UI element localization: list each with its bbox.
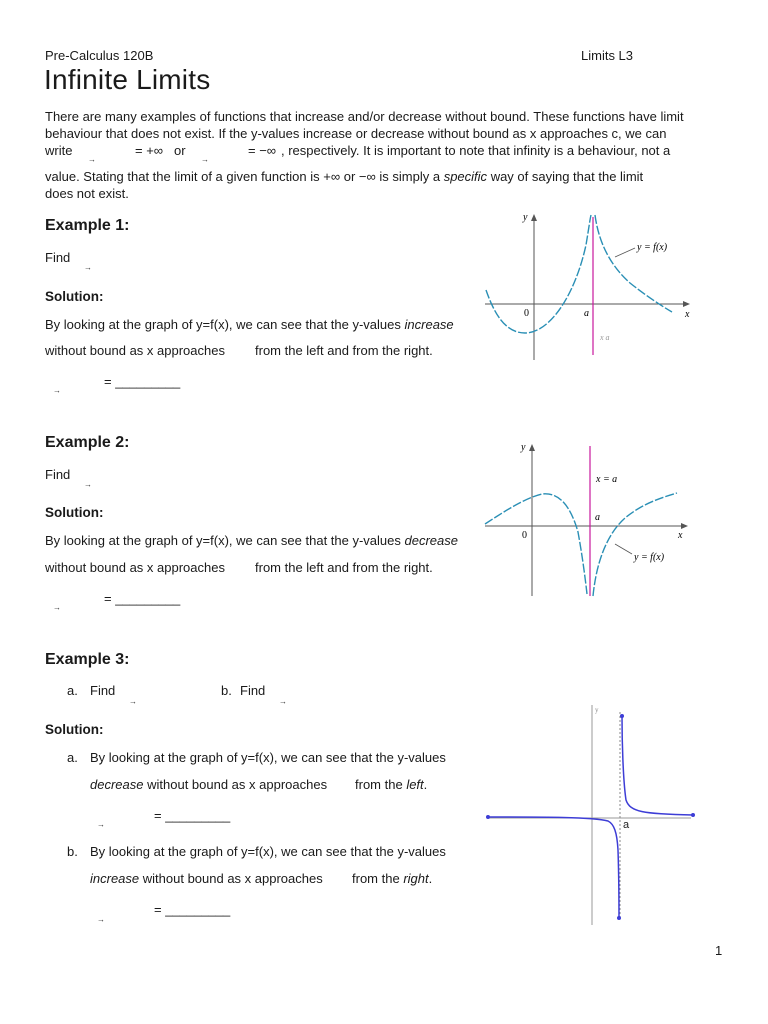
intro-line-3-rest: , respectively. It is important to note that infinity is a behaviour, not a bbox=[281, 143, 671, 158]
graph-3-endpoint-bottom bbox=[617, 916, 621, 920]
intro-line-4-c: way of saying that the limit bbox=[490, 169, 644, 184]
unit-name: Limits L3 bbox=[581, 48, 634, 63]
example-3a-find: Find bbox=[90, 683, 116, 698]
example-2-direction: from the left and from the right. bbox=[255, 560, 433, 575]
intro-line-4-a: value. Stating that the limit of a given function is bbox=[45, 169, 320, 184]
example-3-solution: Solution: bbox=[45, 722, 104, 737]
graph-2-origin-label: 0 bbox=[522, 530, 527, 541]
example-2-solution: Solution: bbox=[45, 505, 104, 520]
example-2-limit-arrow: → bbox=[84, 480, 92, 489]
example-3b-answer-arrow: → bbox=[97, 915, 105, 924]
example-3b-right: right bbox=[403, 871, 429, 886]
graph-1-a-label: a bbox=[584, 308, 589, 319]
intro-write: write bbox=[45, 143, 73, 158]
example-3b-limit-arrow: → bbox=[279, 697, 287, 706]
example-3b-period: . bbox=[428, 871, 433, 886]
example-1-heading: Example 1: bbox=[45, 217, 130, 234]
intro-specific: specific bbox=[443, 169, 488, 184]
graph-2-a-label: a bbox=[595, 512, 600, 523]
graph-1-y-label: y bbox=[523, 212, 528, 223]
example-3a-period: . bbox=[423, 777, 428, 792]
example-3b-sol-line-2 bbox=[90, 871, 323, 886]
example-3a-sol-label: a. bbox=[67, 750, 78, 765]
example-3b-answer-blank: = _________ bbox=[154, 902, 231, 917]
example-2-decrease: decrease bbox=[404, 533, 458, 548]
example-3a-direction bbox=[355, 777, 427, 792]
example-3b-sol-line-1: By looking at the graph of y=f(x), we can see that the y-values bbox=[90, 844, 446, 859]
graph-2-label-pointer bbox=[615, 544, 632, 554]
graph-2-x-label: x bbox=[678, 530, 683, 541]
graph-3-endpoint-left bbox=[486, 815, 490, 819]
graph-2-x-arrow-icon bbox=[681, 523, 688, 529]
page-number: 1 bbox=[715, 943, 723, 958]
graph-1-origin-label: 0 bbox=[524, 308, 529, 319]
example-3a-sol-line-2 bbox=[90, 777, 327, 792]
example-3a-answer-blank: = _________ bbox=[154, 808, 231, 823]
intro-line-1: There are many examples of functions that increase and/or decrease without bound. These functions have limit bbox=[45, 109, 684, 124]
intro-limit-arrow-2: → bbox=[201, 155, 209, 164]
example-2-answer-arrow: → bbox=[53, 603, 61, 612]
example-3a-limit-arrow: → bbox=[129, 697, 137, 706]
example-3b-approaches: without bound as x approaches bbox=[142, 871, 323, 886]
intro-line-5: does not exist. bbox=[45, 186, 129, 201]
example-2-sol-line-1 bbox=[45, 533, 458, 548]
intro-line-4 bbox=[45, 168, 721, 185]
example-2-heading: Example 2: bbox=[45, 434, 130, 451]
graph-3-y-label: y bbox=[595, 706, 599, 714]
example-1-approaches: without bound as x approaches bbox=[45, 343, 225, 358]
graph-1 bbox=[480, 205, 700, 365]
course-name: Pre-Calculus 120B bbox=[45, 48, 154, 63]
example-3a-sol-line-1: By looking at the graph of y=f(x), we can see that the y-values bbox=[90, 750, 446, 765]
graph-2-fx-label: y = f(x) bbox=[634, 552, 665, 563]
graph-1-faint-label: x a bbox=[600, 333, 610, 342]
example-1-answer-blank: = _________ bbox=[104, 374, 181, 389]
graph-1-x-arrow-icon bbox=[683, 301, 690, 307]
example-3a-answer-arrow: → bbox=[97, 820, 105, 829]
graph-3-endpoint-top bbox=[620, 714, 624, 718]
example-1-direction: from the left and from the right. bbox=[255, 343, 433, 358]
graph-1-curve-right bbox=[595, 215, 672, 312]
example-3a-label: a. bbox=[67, 683, 78, 698]
graph-1-x-label: x bbox=[685, 309, 690, 320]
graph-2 bbox=[480, 436, 700, 601]
intro-line-2: behaviour that does not exist. If the y-values increase or decrease without bound as x approaches c, we can bbox=[45, 126, 667, 141]
example-1-solution: Solution: bbox=[45, 289, 104, 304]
graph-2-y-arrow-icon bbox=[529, 444, 535, 451]
graph-2-y-label: y bbox=[521, 442, 526, 453]
example-3a-from-the: from the bbox=[355, 777, 403, 792]
example-3b-from-the: from the bbox=[352, 871, 400, 886]
example-2-sol-text: By looking at the graph of y=f(x), we can see that the y-values bbox=[45, 533, 401, 548]
graph-3-curve-left bbox=[488, 817, 619, 918]
graph-1-fx-label: y = f(x) bbox=[637, 242, 668, 253]
intro-paragraph bbox=[45, 108, 721, 202]
graph-3 bbox=[483, 700, 703, 930]
graph-3-a-label: a bbox=[623, 819, 630, 831]
example-3b-direction bbox=[352, 871, 432, 886]
example-1-increase: increase bbox=[404, 317, 454, 332]
example-3a-decrease: decrease bbox=[90, 777, 144, 792]
graph-2-asymptote-label: x = a bbox=[596, 474, 618, 485]
intro-neg-infinity: = −∞ bbox=[248, 143, 277, 158]
example-2-answer-blank: = _________ bbox=[104, 591, 181, 606]
graph-1-y-arrow-icon bbox=[531, 214, 537, 221]
intro-or: or bbox=[174, 143, 186, 158]
example-3b-sol-label: b. bbox=[67, 844, 78, 859]
example-1-sol-line-1 bbox=[45, 317, 454, 332]
graph-1-curve-left bbox=[486, 215, 591, 333]
example-1-answer-arrow: → bbox=[53, 386, 61, 395]
intro-line-3 bbox=[45, 142, 721, 168]
example-3b-find: Find bbox=[240, 683, 266, 698]
intro-line-4-pos: +∞ bbox=[323, 169, 341, 184]
example-1-limit-arrow: → bbox=[84, 263, 92, 272]
graph-3-curve-right bbox=[622, 716, 693, 815]
example-1-find: Find bbox=[45, 250, 71, 265]
intro-line-4-or: or bbox=[343, 169, 356, 184]
example-3-heading: Example 3: bbox=[45, 651, 130, 668]
graph-2-curve-left bbox=[485, 494, 587, 594]
graph-2-curve-right bbox=[593, 493, 677, 596]
graph-1-label-pointer bbox=[615, 248, 635, 257]
graph-3-endpoint-right bbox=[691, 813, 695, 817]
page-title: Infinite Limits bbox=[44, 64, 211, 95]
intro-line-4-neg: −∞ bbox=[358, 169, 376, 184]
example-2-find: Find bbox=[45, 467, 71, 482]
example-1-sol-text: By looking at the graph of y=f(x), we can see that the y-values bbox=[45, 317, 401, 332]
example-3b-increase: increase bbox=[90, 871, 140, 886]
example-3b-label: b. bbox=[221, 683, 232, 698]
intro-line-4-b: is simply a bbox=[379, 169, 441, 184]
example-3a-left: left bbox=[406, 777, 424, 792]
intro-limit-arrow-1: → bbox=[88, 155, 96, 164]
example-3a-approaches: without bound as x approaches bbox=[147, 777, 328, 792]
intro-pos-infinity: = +∞ bbox=[135, 143, 164, 158]
example-2-approaches: without bound as x approaches bbox=[45, 560, 225, 575]
